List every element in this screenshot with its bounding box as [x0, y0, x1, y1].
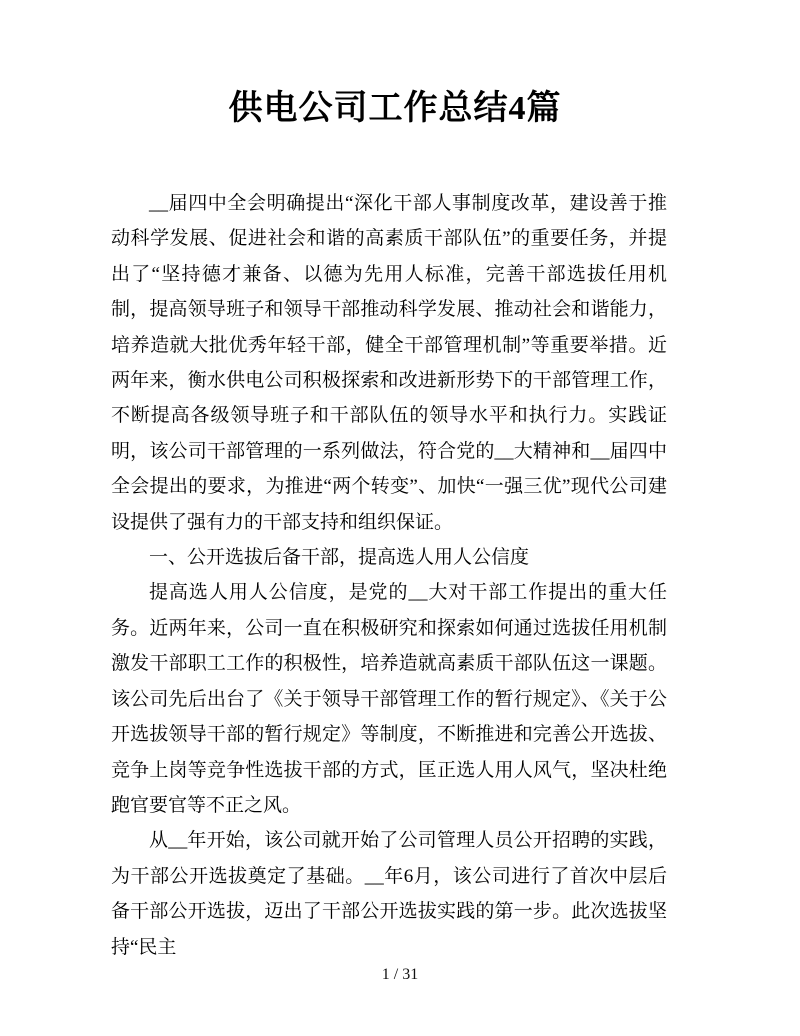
paragraph: __届四中全会明确提出“深化干部人事制度改革，建设善于推动科学发展、促进社会和谐的高素质干部队伍”的重要任务，并提出了“坚持德才兼备、以德为先用人标准，完善干部选拔任用机制，提高领导班子和领导干部推动科学发展、推动社会和谐能力，培养造就大批优秀年轻干部，健全干部管理机制”等重要举措。近两年来，衡水供电公司积极探索和改进新形势下的干部管理工作，不断提高各级领导班子和干部队伍的领导水平和执行力。实践证明，该公司干部管理的一系列做法，符合党的__大精神和__届四中全会提出的要求，为推进“两个转变”、加快“一强三优”现代公司建设提供了强有力的干部支持和组织保证。 — [111, 193, 667, 533]
page-number: 1 / 31 — [381, 966, 419, 983]
section-heading: 一、公开选拔后备干部，提高选人用人公信度 — [149, 547, 530, 569]
paragraph: 提高选人用人公信度，是党的__大对干部工作提出的重大任务。近两年来，公司一直在积极研究和探索如何通过选拔任用机制激发干部职工工作的积极性，培养造就高素质干部队伍这一课题。该公司先后出台了《关于领导干部管理工作的暂行规定》、《关于公开选拔领导干部的暂行规定》等制度，不断推进和完善公开选拔、竞争上岗等竞争性选拔干部的方式，匡正选人用人风气，坚决杜绝跑官要官等不正之风。 — [111, 582, 667, 816]
paragraph: 从__年开始，该公司就开始了公司管理人员公开招聘的实践，为干部公开选拔奠定了基础。__年6月，该公司进行了首次中层后备干部公开选拔，迈出了干部公开选拔实践的第一步。此次选拔坚持“民主 — [111, 830, 667, 958]
document-body — [111, 186, 667, 965]
document-title: 供电公司工作总结4篇 — [228, 90, 562, 127]
